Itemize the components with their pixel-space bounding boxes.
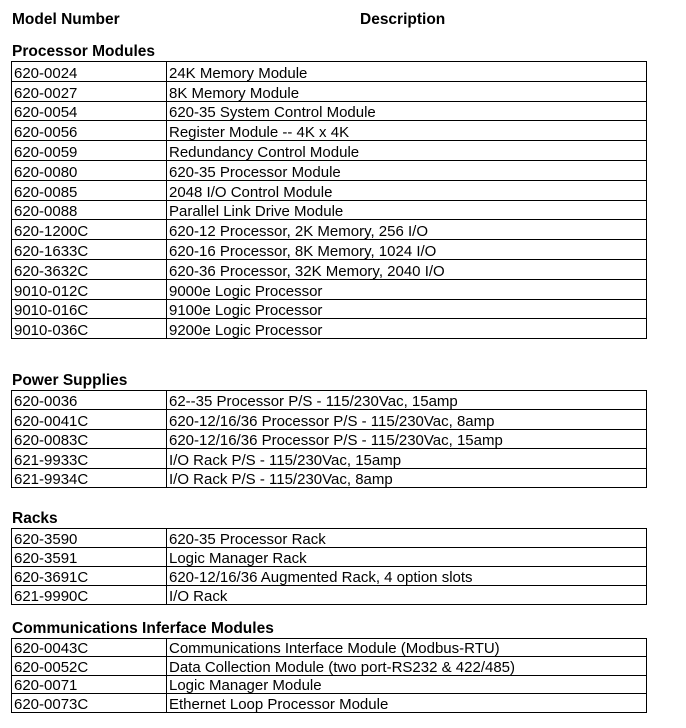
- model-number-cell: 621-9934C: [12, 468, 167, 487]
- table-row: [12, 259, 647, 279]
- model-number-cell: 620-0059: [12, 141, 167, 161]
- model-number-cell: 620-1633C: [12, 240, 167, 260]
- model-number-cell: 620-0073C: [12, 694, 167, 712]
- table-row: [12, 675, 647, 693]
- description-cell: 620-35 Processor Module: [167, 160, 647, 180]
- model-number-cell: 621-9990C: [12, 586, 167, 605]
- table-row: [12, 586, 647, 605]
- model-number-cell: 620-0041C: [12, 410, 167, 429]
- description-cell: Logic Manager Module: [167, 675, 647, 693]
- model-number-cell: 620-0083C: [12, 429, 167, 448]
- section-title: Communications Inferface Modules: [12, 620, 274, 637]
- description-cell: 2048 I/O Control Module: [167, 180, 647, 200]
- description-cell: 620-12/16/36 Processor P/S - 115/230Vac, 15amp: [167, 429, 647, 448]
- description-cell: 9200e Logic Processor: [167, 319, 647, 339]
- section-title: Processor Modules: [12, 43, 155, 60]
- table-row: [12, 240, 647, 260]
- description-cell: 9000e Logic Processor: [167, 279, 647, 299]
- table-row: [12, 299, 647, 319]
- description-cell: 620-36 Processor, 32K Memory, 2040 I/O: [167, 259, 647, 279]
- model-number-cell: 620-3590: [12, 529, 167, 548]
- model-number-cell: 620-0043C: [12, 639, 167, 657]
- model-number-cell: 621-9933C: [12, 449, 167, 468]
- column-header-model-number: Model Number: [12, 11, 120, 28]
- description-cell: Logic Manager Rack: [167, 548, 647, 567]
- table-row: [12, 121, 647, 141]
- model-number-cell: 620-1200C: [12, 220, 167, 240]
- model-number-cell: 620-3691C: [12, 567, 167, 586]
- description-cell: I/O Rack: [167, 586, 647, 605]
- table-row: [12, 410, 647, 429]
- model-number-cell: 9010-012C: [12, 279, 167, 299]
- model-number-cell: 620-0024: [12, 62, 167, 82]
- column-header-description: Description: [360, 11, 446, 28]
- description-cell: 24K Memory Module: [167, 62, 647, 82]
- description-cell: 620-35 Processor Rack: [167, 529, 647, 548]
- description-cell: Communications Interface Module (Modbus-RTU): [167, 639, 647, 657]
- section-processor-modules: [11, 43, 647, 339]
- section-racks: [11, 510, 647, 605]
- model-number-cell: 620-3591: [12, 548, 167, 567]
- table-row: [12, 220, 647, 240]
- description-cell: 9100e Logic Processor: [167, 299, 647, 319]
- description-cell: Parallel Link Drive Module: [167, 200, 647, 220]
- section-title: Power Supplies: [12, 372, 128, 389]
- section-power-supplies: [11, 372, 647, 488]
- description-cell: Data Collection Module (two port-RS232 & 422/485): [167, 657, 647, 675]
- table-row: [12, 657, 647, 675]
- model-table: [11, 390, 647, 488]
- table-row: [12, 548, 647, 567]
- description-cell: 620-12/16/36 Augmented Rack, 4 option slots: [167, 567, 647, 586]
- description-cell: 8K Memory Module: [167, 81, 647, 101]
- table-row: [12, 141, 647, 161]
- model-number-cell: 620-3632C: [12, 259, 167, 279]
- table-row: [12, 81, 647, 101]
- model-number-cell: 620-0056: [12, 121, 167, 141]
- table-row: [12, 160, 647, 180]
- table-row: [12, 567, 647, 586]
- table-row: [12, 319, 647, 339]
- table-row: [12, 529, 647, 548]
- description-cell: Redundancy Control Module: [167, 141, 647, 161]
- table-row: [12, 639, 647, 657]
- description-cell: I/O Rack P/S - 115/230Vac, 8amp: [167, 468, 647, 487]
- section-communications-interface-modules: [11, 620, 647, 713]
- table-row: [12, 101, 647, 121]
- table-row: [12, 449, 647, 468]
- table-row: [12, 279, 647, 299]
- description-cell: 620-12 Processor, 2K Memory, 256 I/O: [167, 220, 647, 240]
- model-table: [11, 528, 647, 605]
- model-number-cell: 620-0088: [12, 200, 167, 220]
- section-title: Racks: [12, 510, 58, 527]
- description-cell: Register Module -- 4K x 4K: [167, 121, 647, 141]
- description-cell: 620-16 Processor, 8K Memory, 1024 I/O: [167, 240, 647, 260]
- model-number-cell: 620-0080: [12, 160, 167, 180]
- description-cell: 620-35 System Control Module: [167, 101, 647, 121]
- table-row: [12, 694, 647, 712]
- table-row: [12, 180, 647, 200]
- table-row: [12, 429, 647, 448]
- model-table: [11, 61, 647, 339]
- table-row: [12, 62, 647, 82]
- description-cell: I/O Rack P/S - 115/230Vac, 15amp: [167, 449, 647, 468]
- model-number-cell: 9010-036C: [12, 319, 167, 339]
- table-row: [12, 200, 647, 220]
- model-number-cell: 620-0071: [12, 675, 167, 693]
- description-cell: 62--35 Processor P/S - 115/230Vac, 15amp: [167, 391, 647, 410]
- table-row: [12, 468, 647, 487]
- table-row: [12, 391, 647, 410]
- model-number-cell: 620-0054: [12, 101, 167, 121]
- model-number-cell: 620-0052C: [12, 657, 167, 675]
- description-cell: 620-12/16/36 Processor P/S - 115/230Vac, 8amp: [167, 410, 647, 429]
- model-number-cell: 620-0085: [12, 180, 167, 200]
- model-number-cell: 620-0027: [12, 81, 167, 101]
- model-number-cell: 9010-016C: [12, 299, 167, 319]
- model-number-cell: 620-0036: [12, 391, 167, 410]
- description-cell: Ethernet Loop Processor Module: [167, 694, 647, 712]
- model-table: [11, 638, 647, 713]
